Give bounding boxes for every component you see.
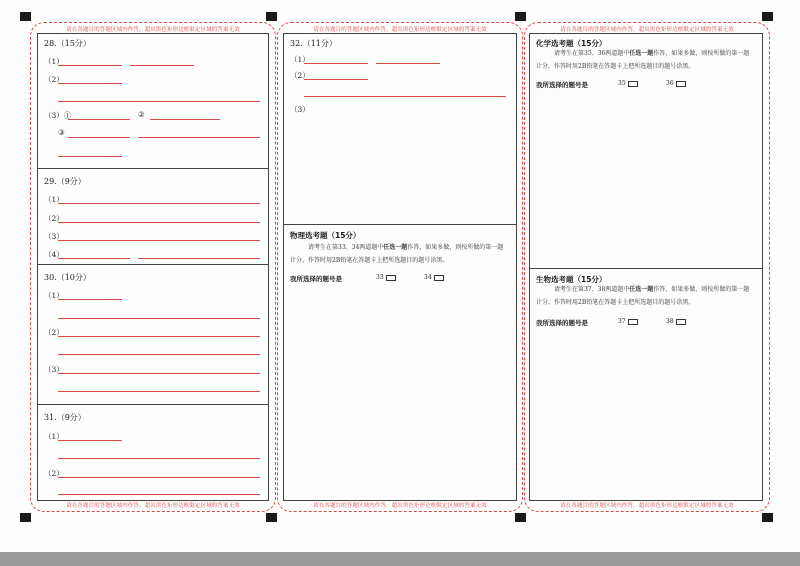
q30-part1-line-b[interactable]	[58, 318, 260, 319]
q29-part1-label: （1）	[44, 195, 64, 204]
checkbox-icon[interactable]	[628, 81, 638, 87]
registration-mark	[515, 12, 526, 21]
boundary-notice-top: 请在各题目的答题区域内作答，超出黑色矩形边框限定区域的答案无效	[66, 27, 240, 33]
q30-part3-line-b[interactable]	[58, 391, 260, 392]
q30-part3-label: （3）	[44, 365, 64, 374]
q32-part1-line-a[interactable]	[304, 63, 368, 64]
section-divider	[38, 404, 268, 405]
physics-choice-label: 我所选择的题号是	[290, 275, 342, 283]
chemistry-instructions-text: 请考生在第35、36两道题中	[554, 50, 630, 57]
q31-part2-label: （2）	[44, 469, 64, 478]
boundary-notice-bottom: 请在各题目的答题区域内作答，超出黑色矩形边框限定区域的答案无效	[66, 503, 240, 509]
option-number: 37	[618, 318, 626, 325]
option-number: 35	[618, 80, 626, 87]
q28-part3-line-3b[interactable]	[138, 137, 260, 138]
biology-option-38[interactable]	[666, 318, 686, 325]
section-divider	[38, 168, 268, 169]
chemistry-instructions-text-2: 作答，如果多做，则按所做的第一题计分。作答时用2B铅笔在答题卡上把所选题目的题号涂黑。	[536, 50, 750, 70]
q30-part3-line-a[interactable]	[58, 373, 260, 374]
registration-mark	[762, 12, 773, 21]
checkbox-icon[interactable]	[676, 81, 686, 87]
option-number: 34	[424, 274, 432, 281]
q29-part2-line[interactable]	[58, 222, 260, 223]
chemistry-option-36[interactable]	[666, 80, 686, 87]
registration-mark	[20, 513, 31, 522]
checkbox-icon[interactable]	[676, 319, 686, 325]
registration-mark	[762, 513, 773, 522]
q31-part1-line-a[interactable]	[58, 440, 122, 441]
answer-box	[529, 33, 763, 501]
q32-part3-label: （3）	[290, 105, 310, 114]
physics-elective-title: 物理选考题（15分）	[290, 231, 361, 240]
chemistry-elective-title: 化学选考题（15分）	[536, 39, 607, 48]
q30-part2-line-b[interactable]	[58, 354, 260, 355]
chemistry-choice-label: 我所选择的题号是	[536, 81, 588, 89]
q32-part2-line-a[interactable]	[304, 79, 368, 80]
physics-instructions-text-2: 作答，如果多做，则按所做的第一题计分。作答时用2B铅笔在答题卡上把所选题目的题号涂黑。	[290, 244, 504, 264]
chemistry-instructions	[536, 48, 754, 73]
question-31-title: 31.（9分）	[44, 413, 86, 422]
registration-mark	[515, 513, 526, 522]
q31-part1-label: （1）	[44, 432, 64, 441]
question-29-title: 29.（9分）	[44, 177, 86, 186]
boundary-notice-bottom: 请在各题目的答题区域内作答，超出黑色矩形边框限定区域的答案无效	[560, 503, 734, 509]
physics-option-33[interactable]	[376, 274, 396, 281]
biology-instructions	[536, 284, 754, 309]
boundary-notice-top: 请在各题目的答题区域内作答，超出黑色矩形边框限定区域的答案无效	[313, 27, 487, 33]
q31-part2-line-b[interactable]	[58, 494, 260, 495]
q31-part2-line-a[interactable]	[58, 477, 260, 478]
q28-part3-sub2-label: ②	[138, 110, 145, 119]
biology-elective-title: 生物选考题（15分）	[536, 275, 607, 284]
option-number: 38	[666, 318, 674, 325]
physics-option-34[interactable]	[424, 274, 444, 281]
checkbox-icon[interactable]	[434, 275, 444, 281]
q32-part1-label: （1）	[290, 55, 310, 64]
q28-part3-line-1[interactable]	[68, 119, 130, 120]
registration-mark	[20, 12, 31, 21]
q28-part2-line-b[interactable]	[58, 101, 260, 102]
registration-mark	[266, 12, 277, 21]
q28-part1-line-a[interactable]	[58, 65, 122, 66]
q28-part1-line-b[interactable]	[130, 65, 194, 66]
q32-part2-label: （2）	[290, 71, 310, 80]
section-divider	[38, 264, 268, 265]
answer-box	[37, 33, 269, 501]
q28-part1-label: （1）	[44, 57, 64, 66]
question-32-title: 32.（11分）	[290, 39, 337, 48]
q30-part1-line-a[interactable]	[58, 299, 122, 300]
answer-box	[283, 33, 517, 501]
q29-part4-label: （4）	[44, 250, 64, 259]
checkbox-icon[interactable]	[628, 319, 638, 325]
q29-part3-label: （3）	[44, 232, 64, 241]
q30-part1-label: （1）	[44, 291, 64, 300]
section-divider	[284, 224, 516, 225]
chemistry-instructions-emphasis: 任选一题	[629, 50, 654, 57]
biology-option-37[interactable]	[618, 318, 638, 325]
q29-part3-line[interactable]	[58, 240, 260, 241]
section-divider	[530, 268, 762, 269]
q28-part3-line-4[interactable]	[58, 156, 122, 157]
answer-column-3	[524, 22, 770, 512]
q32-part2-line-b[interactable]	[304, 96, 506, 97]
q28-part3-label: （3）①	[44, 111, 72, 120]
q29-part2-label: （2）	[44, 214, 64, 223]
checkbox-icon[interactable]	[386, 275, 396, 281]
q30-part2-line-a[interactable]	[58, 336, 260, 337]
q30-part2-label: （2）	[44, 328, 64, 337]
biology-instructions-text: 请考生在第37、38两道题中	[554, 286, 630, 293]
biology-choice-label: 我所选择的题号是	[536, 319, 588, 327]
boundary-notice-top: 请在各题目的答题区域内作答，超出黑色矩形边框限定区域的答案无效	[560, 27, 734, 33]
q28-part2-line-a[interactable]	[58, 83, 122, 84]
question-28-title: 28.（15分）	[44, 39, 91, 48]
physics-instructions	[290, 242, 508, 267]
physics-instructions-text: 请考生在第33、34两道题中	[308, 244, 384, 251]
question-30-title: 30.（10分）	[44, 273, 91, 282]
answer-column-2	[277, 22, 523, 512]
q28-part3-line-2[interactable]	[150, 119, 220, 120]
q28-part3-sub3-label: ③	[58, 128, 65, 137]
chemistry-option-35[interactable]	[618, 80, 638, 87]
biology-instructions-text-2: 作答，如果多做，则按所做的第一题计分。作答时用2B铅笔在答题卡上把所选题目的题号涂黑。	[536, 286, 750, 306]
biology-instructions-emphasis: 任选一题	[629, 286, 654, 293]
option-number: 36	[666, 80, 674, 87]
q29-part4-line-b[interactable]	[138, 258, 260, 259]
q28-part3-line-3a[interactable]	[68, 137, 130, 138]
q28-part2-label: （2）	[44, 75, 64, 84]
option-number: 33	[376, 274, 384, 281]
boundary-notice-bottom: 请在各题目的答题区域内作答，超出黑色矩形边框限定区域的答案无效	[313, 503, 487, 509]
q29-part1-line[interactable]	[58, 203, 260, 204]
registration-mark	[266, 513, 277, 522]
physics-instructions-emphasis: 任选一题	[383, 244, 408, 251]
answer-column-1	[30, 22, 276, 512]
q32-part1-line-b[interactable]	[376, 63, 440, 64]
q29-part4-line-a[interactable]	[58, 258, 130, 259]
q31-part1-line-b[interactable]	[58, 458, 260, 459]
